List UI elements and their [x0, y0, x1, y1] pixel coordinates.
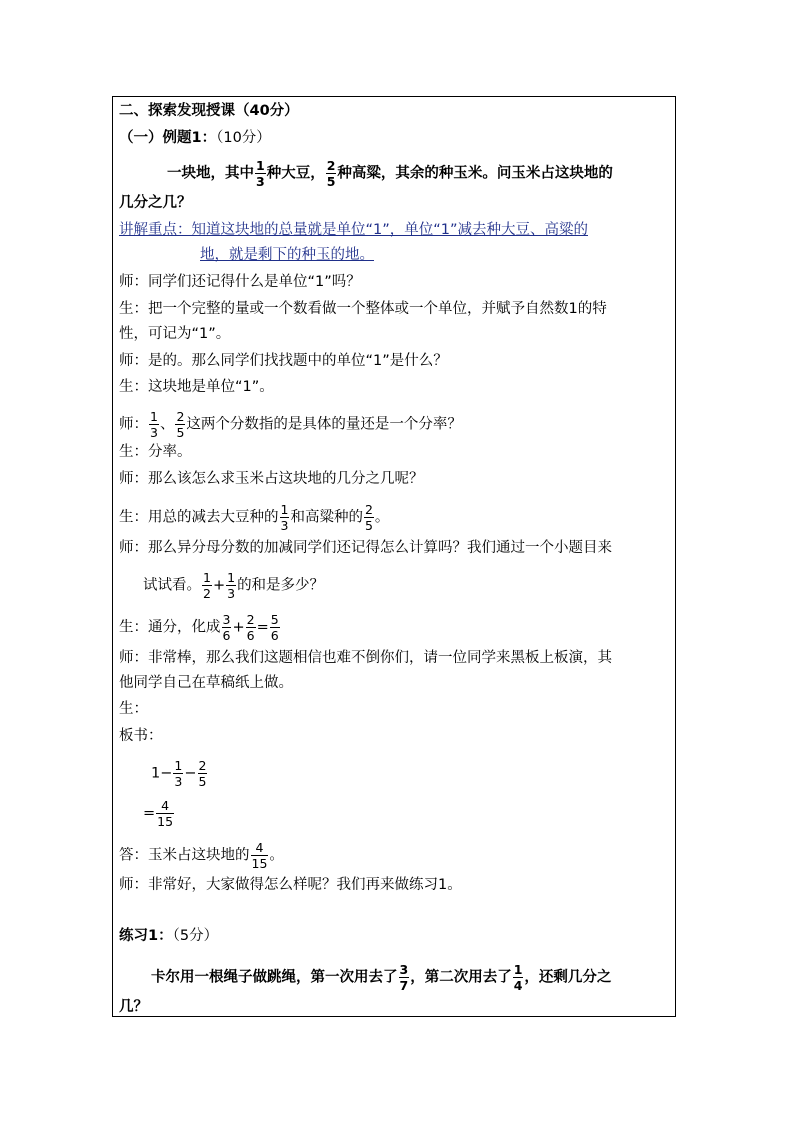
dialogue-line: 性，可记为“1”。: [119, 326, 231, 342]
practice-title: 练习1：: [119, 928, 173, 944]
dialogue-line: 师：非常好，大家做得怎么样呢？我们再来做练习1。: [119, 877, 462, 893]
example-time: （10分）: [216, 130, 271, 146]
dialogue-line: 师：那么该怎么求玉米占这块地的几分之几呢？: [119, 471, 424, 487]
fraction: $\frac{4}{15}$: [157, 798, 174, 829]
dialogue-line: 板书：: [119, 728, 163, 744]
dialogue-line: 生：通分，化成 $\frac{3}{6}$ + $\frac{2}{6}$ = $\frac{5}{6}$: [119, 612, 279, 643]
fraction: $\frac{1}{3}$: [227, 570, 236, 601]
dialogue-line: 生：分率。: [119, 444, 192, 460]
practice-problem-line1: 卡尔用一根绳子做跳绳，第一次用去了 $\frac{3}{7}$ ，第二次用去了 $\frac{1}{4}$ ，还剩几分之: [151, 962, 612, 993]
fraction: $\frac{2}{5}$: [326, 158, 336, 189]
fraction: $\frac{1}{2}$: [203, 570, 211, 601]
fraction: $\frac{2}{5}$: [198, 758, 207, 789]
fraction: $\frac{1}{3}$: [256, 158, 265, 189]
keypoint-line2: 地，就是剩下的种玉的地。: [200, 247, 374, 263]
fraction: $\frac{2}{5}$: [176, 409, 185, 440]
fraction: $\frac{3}{6}$: [222, 612, 231, 643]
dialogue-line: 他同学自己在草稿纸上做。: [119, 675, 293, 691]
dialogue-line: 生：这块地是单位“1”。: [119, 379, 274, 395]
fraction: $\frac{4}{15}$: [251, 840, 268, 871]
fraction: $\frac{3}{7}$: [399, 962, 409, 993]
example-problem-line1: 一块地，其中 $\frac{1}{3}$ 种大豆， $\frac{2}{5}$ 种高粱，其余的种玉米。问玉米占这块地的: [167, 158, 613, 189]
example-title: （一）例题1：: [119, 130, 217, 146]
fraction: $\frac{2}{6}$: [246, 612, 255, 643]
practice-time: （5分）: [172, 928, 219, 944]
fraction: $\frac{1}{4}$: [513, 962, 523, 993]
dialogue-line: 生：把一个完整的量或一个数看做一个整体或一个单位，并赋予自然数1的特: [119, 301, 607, 317]
practice-heading: [119, 926, 218, 946]
practice-problem-line2: 几？: [119, 999, 148, 1015]
dialogue-line: 师： $\frac{1}{3}$ 、 $\frac{2}{5}$ 这两个分数指的是具体的量还是一个分率？: [119, 409, 462, 440]
keypoint-line1: 讲解重点：知道这块地的总量就是单位“1”，单位“1”减去种大豆、高粱的: [119, 222, 588, 238]
dialogue-line: 试试看。 $\frac{1}{2}$ + $\frac{1}{3}$ 的和是多少？: [143, 570, 325, 601]
example-problem-line2: 几分之几？: [119, 195, 192, 211]
dialogue-line: 师：非常棒，那么我们这题相信也难不倒你们，请一位同学来黑板上板演，其: [119, 650, 612, 666]
fraction: $\frac{1}{3}$: [150, 409, 158, 440]
dialogue-line: 师：是的。那么同学们找找题中的单位“1”是什么？: [119, 353, 448, 369]
fraction: $\frac{5}{6}$: [270, 612, 279, 643]
answer-line: 答：玉米占这块地的 $\frac{4}{15}$ 。: [119, 840, 284, 871]
fraction: $\frac{1}{3}$: [280, 502, 289, 533]
dialogue-line: 师：同学们还记得什么是单位“1”吗？: [119, 274, 361, 290]
board-result: = $\frac{4}{15}$: [143, 798, 174, 829]
board-expression: 1− $\frac{1}{3}$ − $\frac{2}{5}$: [151, 758, 207, 789]
fraction: $\frac{1}{3}$: [174, 758, 183, 789]
dialogue-line: 生：: [119, 701, 148, 717]
dialogue-line: 生：用总的减去大豆种的 $\frac{1}{3}$ 和高粱种的 $\frac{2}{5}$ 。: [119, 502, 390, 533]
dialogue-line: 师：那么异分母分数的加减同学们还记得怎么计算吗？我们通过一个小题目来: [119, 540, 612, 556]
example-heading: [119, 128, 271, 148]
fraction: $\frac{2}{5}$: [364, 502, 373, 533]
section-title: 二、探索发现授课（40分）: [119, 103, 299, 119]
